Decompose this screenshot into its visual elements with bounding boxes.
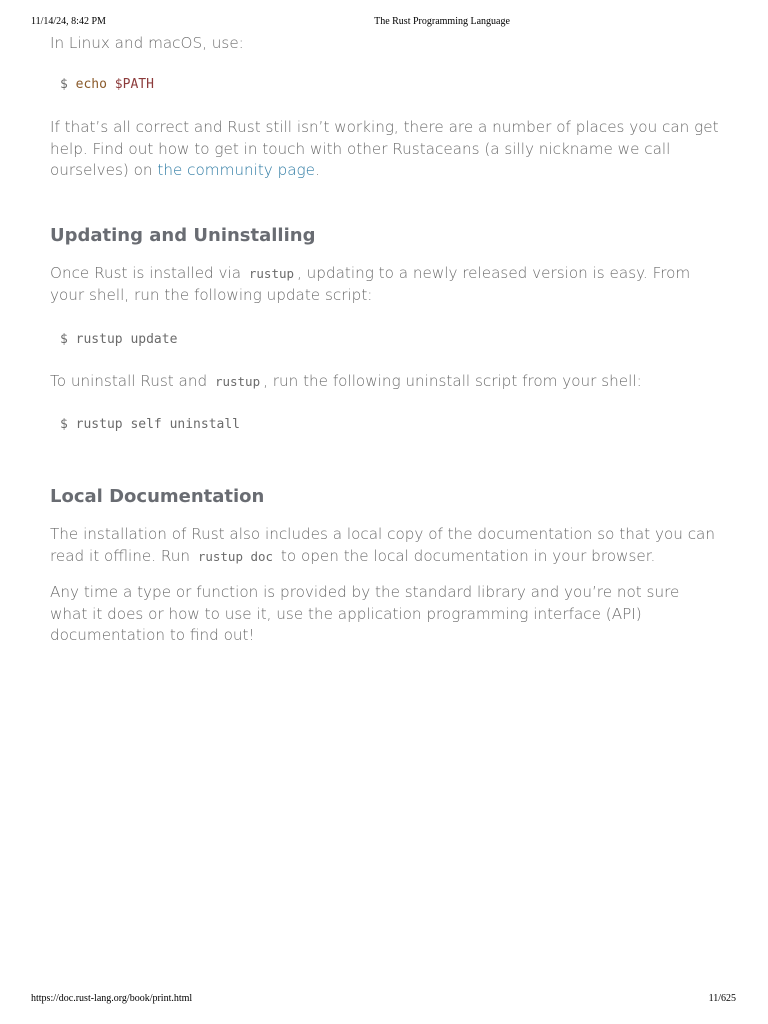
local-docs-paragraph xyxy=(50,524,720,567)
api-docs-paragraph: Any time a type or function is provided by the standard library and you’re not sure what it does or how to use it, use the application programming interface (API) documentation to find out! xyxy=(50,583,680,644)
local-docs-text-after: to open the local documentation in your browser. xyxy=(276,546,656,565)
help-text: If that’s all correct and Rust still isn’t working, there are a number of places you can get help. Find out how to get in touch with other Rustaceans (a silly nickname we call ourselves) on xyxy=(50,118,719,179)
local-docs-text-before: The installation of Rust also includes a local copy of the documentation so that you can read it offline. Run xyxy=(50,525,715,565)
print-page-number: 11/625 xyxy=(708,993,736,1004)
print-title: The Rust Programming Language xyxy=(374,16,510,27)
code-space xyxy=(107,77,115,92)
uninstall-code-block: $ rustup self uninstall xyxy=(60,417,241,432)
print-footer xyxy=(0,993,768,1007)
rustup-inline-code: rustup xyxy=(248,266,295,281)
code-variable: $PATH xyxy=(114,77,154,92)
rustup-doc-inline-code: rustup doc xyxy=(197,548,274,564)
print-datetime: 11/14/24, 8:42 PM xyxy=(31,16,106,27)
rustup-inline-code: rustup xyxy=(214,374,261,389)
uninstall-text-before: To uninstall Rust and xyxy=(50,372,212,390)
path-code-block xyxy=(50,76,154,94)
uninstall-paragraph xyxy=(50,371,720,393)
updating-paragraph xyxy=(50,263,720,306)
code-command: echo xyxy=(75,77,107,92)
updating-text-before: Once Rust is installed via xyxy=(50,264,246,282)
help-period: . xyxy=(315,161,320,179)
help-paragraph xyxy=(50,117,720,182)
print-url: https://doc.rust-lang.org/book/print.html xyxy=(31,993,193,1004)
update-code-block: $ rustup update xyxy=(60,332,178,347)
updating-text-after: , updating to a newly released version is easy. From your shell, run the following update script: xyxy=(50,264,691,304)
updating-heading: Updating and Uninstalling xyxy=(50,225,316,246)
intro-paragraph: In Linux and macOS, use: xyxy=(50,34,244,52)
code-prompt: $ xyxy=(60,77,76,92)
uninstall-text-after: , run the following uninstall script from your shell: xyxy=(263,372,642,390)
print-header xyxy=(0,16,768,30)
community-page-link[interactable]: the community page xyxy=(157,161,316,179)
local-docs-heading: Local Documentation xyxy=(50,486,265,507)
